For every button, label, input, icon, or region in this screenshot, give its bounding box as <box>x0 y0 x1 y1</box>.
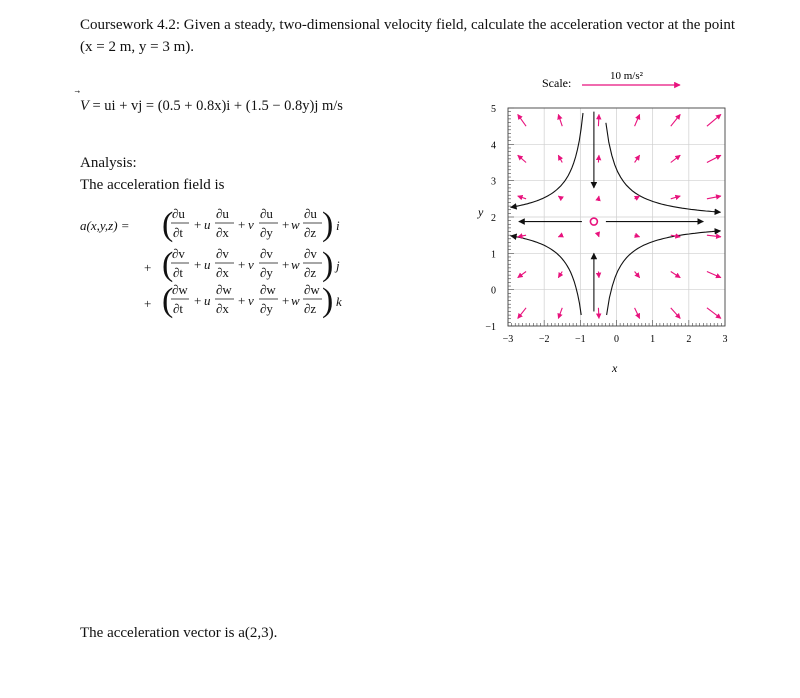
eq-plus: + <box>194 293 202 308</box>
acceleration-vector <box>707 155 721 162</box>
eq-w-dz-num: ∂w <box>304 282 320 297</box>
eq-v: v <box>248 257 254 272</box>
eq-w-dy-num: ∂w <box>260 282 276 297</box>
eq-v-dz-num: ∂v <box>304 246 317 261</box>
acceleration-intro: The acceleration field is <box>80 177 225 193</box>
acceleration-vector <box>558 235 562 237</box>
velocity-symbol: V <box>80 98 89 114</box>
eq-u-dx-den: ∂x <box>216 225 229 240</box>
y-tick-label: 4 <box>491 140 496 152</box>
eq-v-dy-den: ∂y <box>260 265 273 280</box>
acceleration-vector <box>598 308 599 319</box>
eq-u: u <box>204 217 211 232</box>
acceleration-vector <box>558 308 562 319</box>
streamline <box>511 113 583 207</box>
acceleration-vector <box>558 196 562 199</box>
eq-v-dx-num: ∂v <box>216 246 229 261</box>
eq-w-dx-den: ∂x <box>216 301 229 316</box>
eq-v-dx-den: ∂x <box>216 265 229 280</box>
stagnation-point <box>590 218 597 225</box>
eq-plus: + <box>194 217 202 232</box>
acceleration-vector <box>518 272 526 278</box>
eq-u-dt-num: ∂u <box>172 206 185 221</box>
acceleration-vector <box>671 196 681 199</box>
eq-unit-k: k <box>336 294 342 309</box>
x-tick-label: 0 <box>614 334 619 345</box>
acceleration-vector <box>518 308 526 319</box>
y-tick-label: 5 <box>491 104 496 115</box>
eq-w: w <box>291 257 300 272</box>
acceleration-vector <box>598 196 599 199</box>
acceleration-vector <box>558 114 562 126</box>
eq-paren-close-1: ) <box>322 206 334 243</box>
eq-w-dy-den: ∂y <box>260 301 273 316</box>
acceleration-vector <box>598 114 599 126</box>
x-tick-label: −3 <box>502 334 514 345</box>
eq-w-dx-num: ∂w <box>216 282 232 297</box>
acceleration-vector <box>558 272 562 278</box>
acceleration-vector <box>707 272 721 278</box>
x-axis-label: x <box>612 361 618 375</box>
eq-v-dt-den: ∂t <box>173 265 184 280</box>
acceleration-vector <box>707 196 721 199</box>
eq-plus: + <box>238 293 246 308</box>
eq-paren-close-3: ) <box>322 282 334 319</box>
eq-u-dy-den: ∂y <box>260 225 273 240</box>
eq-plus: + <box>282 257 290 272</box>
x-tick-label: −1 <box>575 334 586 345</box>
velocity-field-equation <box>80 98 343 115</box>
eq-plus: + <box>144 260 152 275</box>
eq-w-dt-den: ∂t <box>173 301 184 316</box>
acceleration-vector <box>671 308 681 319</box>
acceleration-vector <box>707 308 721 319</box>
eq-v: v <box>248 217 254 232</box>
y-tick-label: −1 <box>485 322 496 333</box>
x-tick-label: −2 <box>538 334 550 345</box>
acceleration-vector <box>635 155 640 162</box>
x-tick-label: 3 <box>722 334 728 345</box>
eq-u: u <box>204 293 211 308</box>
eq-v: v <box>248 293 254 308</box>
acceleration-vector <box>558 155 562 162</box>
eq-w-dt-num: ∂w <box>172 282 188 297</box>
eq-unit-i: i <box>336 218 340 233</box>
x-tick-label: 1 <box>650 334 656 345</box>
problem-line-2: (x = 2 m, y = 3 m). <box>80 39 194 55</box>
eq-w: w <box>291 293 300 308</box>
eq-paren-close-2: ) <box>322 246 334 283</box>
y-tick-label: 0 <box>491 285 496 297</box>
acceleration-vector <box>518 196 526 199</box>
eq-v-dy-num: ∂v <box>260 246 273 261</box>
acceleration-vector <box>707 235 721 237</box>
eq-plus: + <box>282 217 290 232</box>
acceleration-vector <box>635 114 640 126</box>
acceleration-equation <box>78 200 458 330</box>
y-tick-label: 2 <box>491 213 496 224</box>
scale-value: 10 m/s² <box>610 70 643 82</box>
acceleration-vector <box>671 155 681 162</box>
eq-plus: + <box>194 257 202 272</box>
eq-v-dz-den: ∂z <box>304 265 317 280</box>
acceleration-vector <box>598 272 599 278</box>
acceleration-vector <box>707 114 721 126</box>
eq-u-dx-num: ∂u <box>216 206 229 221</box>
analysis-label: Analysis: <box>80 155 137 171</box>
y-tick-label: 3 <box>491 176 496 188</box>
eq-paren-open-1: ( <box>162 206 174 243</box>
eq-plus: + <box>238 257 246 272</box>
eq-plus: + <box>238 217 246 232</box>
problem-line-1: Coursework 4.2: Given a steady, two-dimensional velocity field, calculate the acceleration vector at the point <box>80 17 736 33</box>
acceleration-vector <box>635 308 640 319</box>
streamline <box>607 231 721 315</box>
y-axis-label: y <box>478 205 484 219</box>
eq-paren-open-2: ( <box>162 246 174 283</box>
acceleration-vector <box>518 114 526 126</box>
acceleration-vector <box>635 272 640 278</box>
acceleration-vector <box>598 235 599 237</box>
vector-field-figure <box>470 68 770 378</box>
velocity-expression: = ui + vj = (0.5 + 0.8x)i + (1.5 − 0.8y)j m/s <box>92 98 343 114</box>
eq-unit-j: j <box>336 258 340 273</box>
y-tick-label: 1 <box>491 249 496 261</box>
eq-w-dz-den: ∂z <box>304 301 317 316</box>
eq-u-dz-den: ∂z <box>304 225 317 240</box>
streamline <box>606 123 721 212</box>
eq-plus: + <box>144 296 152 311</box>
acceleration-vector <box>671 114 681 126</box>
answer-text: The acceleration vector is a(2,3). <box>80 625 278 641</box>
eq-v-dt-num: ∂v <box>172 246 185 261</box>
acceleration-vector <box>518 235 526 237</box>
problem-statement <box>80 14 770 58</box>
eq-u-dt-den: ∂t <box>173 225 184 240</box>
acceleration-vector <box>518 155 526 162</box>
eq-plus: + <box>282 293 290 308</box>
acceleration-vector <box>635 235 640 237</box>
acceleration-vector <box>671 272 681 278</box>
plot-area <box>485 104 727 345</box>
x-tick-label: 2 <box>686 334 692 345</box>
acceleration-vector <box>635 196 640 199</box>
eq-lhs: a(x,y,z) = <box>80 218 130 233</box>
eq-paren-open-3: ( <box>162 282 174 319</box>
eq-u-dy-num: ∂u <box>260 206 273 221</box>
acceleration-vector <box>598 155 599 162</box>
scale-label: Scale: <box>542 76 572 90</box>
eq-u-dz-num: ∂u <box>304 206 317 221</box>
eq-u: u <box>204 257 211 272</box>
eq-w: w <box>291 217 300 232</box>
